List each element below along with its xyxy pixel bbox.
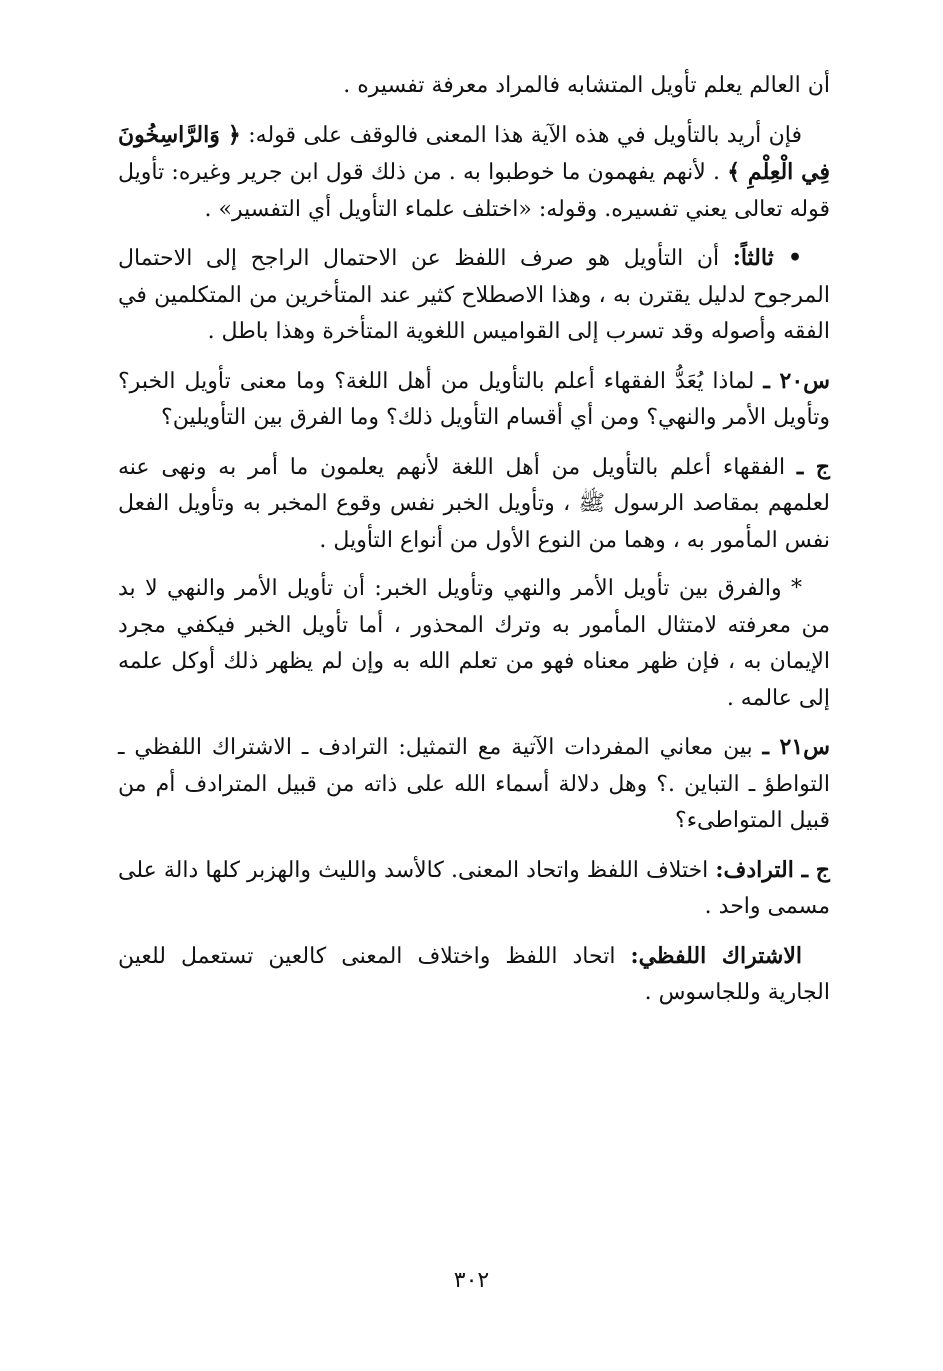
answer-20 [118,449,830,560]
answer-text: اتحاد اللفظ واختلاف المعنى كالعين تستعمل للعين الجارية وللجاسوس . [118,943,830,1005]
paragraph-text: أن التأويل هو صرف اللفظ عن الاحتمال الراجح إلى الاحتمال المرجوح لدليل يقترن به ، وهذا الاصطلاح كثير عند المتأخرين من المتكلمين في الفقه وأصوله وقد تسرب إلى القواميس اللغوية المتأخرة وهذا باطل . [118,246,830,344]
paragraph-text: فإن أريد بالتأويل في هذه الآية هذا المعنى فالوقف على قوله: [248,122,802,148]
paragraph-tawil-meaning [118,117,830,229]
page-body [118,68,830,1024]
question-20 [118,363,830,437]
answer-text: اختلاف اللفظ واتحاد المعنى. كالأسد والليث والهزبر كلها دالة على مسمى واحد . [118,857,830,919]
answer-text: الفقهاء أعلم بالتأويل من أهل اللغة لأنهم يعلمون ما أمر به ونهى عنه لعلمهم بمقاصد الرسول ﷺ ، وتأويل الخبر نفس وقوع المخبر به وتأويل الفعل نفس المأمور به ، وهما من النوع الأول من أنواع التأويل . [118,454,830,553]
answer-21-synonymy [118,852,830,926]
answer-20-note [118,571,830,717]
question-21 [118,729,830,840]
paragraph-lead: • ثالثاً: [732,245,803,271]
paragraph-text: . لأنهم يفهمون ما خوطبوا به . من ذلك قول ابن جرير وغيره: تأويل قوله تعالى يعني تفسيره. وقوله: «اختلف علماء التأويل أي التفسير» . [118,160,830,222]
question-lead: س٢١ ـ [762,734,830,760]
answer-lead: ج ـ الترادف: [715,856,830,883]
question-text: بين معاني المفردات الآتية مع التمثيل: الترادف ـ الاشتراك اللفظي ـ التواطؤ ـ التباين .؟ وهل دلالة أسماء الله على ذاته من قبيل المترادف أم من قبيل المتواطىء؟ [118,735,830,833]
paragraph-text: أن العالم يعلم تأويل المتشابه فالمراد معرفة تفسيره . [343,73,830,98]
answer-lead: الاشتراك اللفظي: [630,942,803,969]
question-lead: س٢٠ ـ [763,367,831,394]
paragraph-third-meaning [118,240,830,351]
answer-21-homonymy [118,938,830,1012]
question-text: لماذا يُعَدُّ الفقهاء أعلم بالتأويل من أهل اللغة؟ وما معنى تأويل الخبر؟ وتأويل الأمر والنهي؟ ومن أي أقسام التأويل ذلك؟ وما الفرق بين التأويلين؟ [118,368,830,430]
page-number: ٣٠٢ [453,1268,490,1293]
paragraph-continuation [118,68,830,105]
answer-text: * والفرق بين تأويل الأمر والنهي وتأويل الخبر: أن تأويل الأمر والنهي لا بد من معرفته لامتثال المأمور به وترك المحذور ، أما تأويل الخبر فيكفي مجرد الإيمان به ، فإن ظهر معناه فهو من تعلم الله به وإن لم يظهر ذلك أوكل علمه إلى عالمه . [118,576,830,711]
quran-verse: ﴿ وَالرَّاسِخُونَ فِي الْعِلْمِ ﴾ [118,121,830,185]
answer-lead: ج ـ [796,453,830,480]
